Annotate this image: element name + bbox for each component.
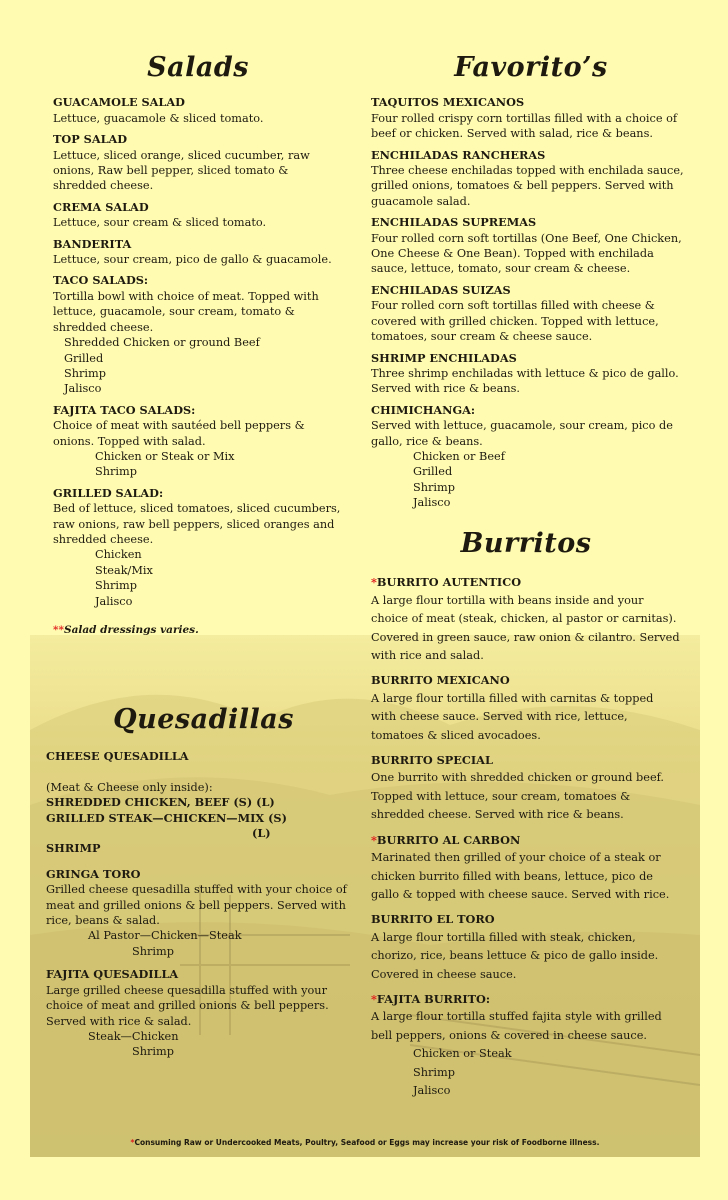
item-options xyxy=(371,1045,681,1100)
item-description: One burrito with shredded chicken or ground beef. Topped with lettuce, sour cream, tomatoes & shredded cheese. Served with rice & beans. xyxy=(371,771,664,822)
item-description: Four rolled crispy corn tortillas filled with a choice of beef or chicken. Served with salad, rice & beans. xyxy=(371,111,678,141)
menu-item xyxy=(46,967,361,1059)
item-name: SHRIMP ENCHILADAS xyxy=(371,350,517,365)
item-options xyxy=(53,449,343,480)
menu-item xyxy=(371,148,691,210)
disclaimer-text: Consuming Raw or Undercooked Meats, Poultry, Seafood or Eggs may increase your risk of Foodborne illness. xyxy=(134,1138,600,1147)
star-marker: * xyxy=(371,991,377,1006)
menu-item xyxy=(53,486,343,609)
item-description: A large flour tortilla with beans inside and your choice of meat (steak, chicken, al pastor or carnitas). Covered in green sauce, raw onion & cilantro. Served with rice and salad. xyxy=(371,593,680,663)
item-description: Choice of meat with sautéed bell peppers & onions. Topped with salad. xyxy=(53,419,305,448)
option: Shredded Chicken or ground Beef xyxy=(64,336,260,350)
menu-item xyxy=(53,273,343,396)
option: Grilled xyxy=(413,465,453,479)
option: Shrimp xyxy=(95,579,137,593)
menu-item xyxy=(53,237,343,268)
item-description: Tortilla bowl with choice of meat. Topped with lettuce, guacamole, sour cream, tomato & shredded cheese. xyxy=(53,289,319,334)
option: Shrimp xyxy=(132,944,174,958)
section-title-burritos: Burritos xyxy=(460,528,592,559)
menu-item xyxy=(53,403,343,480)
item-description: Large grilled cheese quesadilla stuffed with your choice of meat and grilled onions & bell peppers. Served with rice & salad. xyxy=(46,983,329,1028)
menu-item xyxy=(371,95,691,141)
item-name: CREMA SALAD xyxy=(53,199,149,214)
item-description: A large flour tortilla filled with carnitas & topped with cheese sauce. Served with rice, lettuce, tomatoes & sliced avocadoes. xyxy=(371,691,654,742)
item-name: GRILLED STEAK—CHICKEN—MIX (S) xyxy=(46,810,287,825)
quesadillas-section xyxy=(46,704,361,1060)
item-name xyxy=(371,751,681,769)
option: Shrimp xyxy=(95,465,137,479)
item-description: Marinated then grilled of your choice of a steak or chicken burrito filled with beans, lettuce, pico de gallo & topped with cheese sauce. Served with rice. xyxy=(371,851,670,901)
item-name xyxy=(371,910,681,928)
item-name: SHRIMP xyxy=(46,841,101,856)
option: Grilled xyxy=(64,351,104,365)
menu-item xyxy=(371,671,681,745)
item-description: Lettuce, sour cream & sliced tomato. xyxy=(53,216,267,230)
section-title-favoritos: Favorito’s xyxy=(454,52,608,83)
salads-section xyxy=(53,52,343,638)
menu-item xyxy=(371,751,681,825)
menu-item xyxy=(371,831,681,905)
item-name: SHREDDED CHICKEN, BEEF (S) (L) xyxy=(46,795,275,810)
menu-item xyxy=(371,910,681,984)
option: Chicken or Steak xyxy=(413,1047,512,1061)
item-description: Four rolled corn soft tortillas (One Beef, One Chicken, One Cheese & One Bean). Topped with enchilada sauce, lettuce, tomato, sour cream & cheese. xyxy=(371,231,682,276)
item-name-text: BURRITO MEXICANO xyxy=(371,673,510,688)
item-name xyxy=(371,831,681,849)
item-description: Three shrimp enchiladas with lettuce & pico de gallo. Served with rice & beans. xyxy=(371,366,679,396)
favoritos-section xyxy=(371,52,691,511)
menu-item xyxy=(371,215,691,277)
item-name-text: BURRITO AUTENTICO xyxy=(376,575,522,590)
item-description: Four rolled corn soft tortillas filled with cheese & covered with grilled chicken. Topped with lettuce, tomatoes, sour cream & cheese sauce. xyxy=(371,299,659,344)
item-name: TACO SALADS: xyxy=(53,273,149,288)
option: Jalisco xyxy=(64,382,102,396)
item-description: Lettuce, sliced orange, sliced cucumber, raw onions, Raw bell pepper, sliced tomato & shredded cheese. xyxy=(53,148,310,193)
item-name-text: BURRITO SPECIAL xyxy=(371,753,493,768)
option: Steak—Chicken xyxy=(88,1029,179,1043)
food-safety-disclaimer xyxy=(30,1138,700,1147)
option: Chicken or Steak or Mix xyxy=(95,449,235,463)
menu-item xyxy=(371,283,691,345)
item-name: FAJITA TACO SALADS: xyxy=(53,402,196,417)
option: Shrimp xyxy=(413,1065,455,1079)
menu-item xyxy=(371,573,681,665)
menu-item xyxy=(371,990,681,1100)
item-name: TAQUITOS MEXICANOS xyxy=(371,95,525,110)
section-title-salads: Salads xyxy=(147,52,249,83)
option: Steak/Mix xyxy=(95,563,153,577)
item-options xyxy=(46,928,361,959)
item-name-text: FAJITA BURRITO: xyxy=(376,991,491,1006)
item-name xyxy=(371,573,681,591)
item-name: GUACAMOLE SALAD xyxy=(53,95,185,110)
item-options xyxy=(371,449,691,511)
option: Jalisco xyxy=(413,1083,451,1097)
item-name: GRILLED SALAD: xyxy=(53,485,164,500)
item-options xyxy=(53,547,343,609)
item-name: TOP SALAD xyxy=(53,132,128,147)
item-options xyxy=(46,1029,361,1060)
menu-item xyxy=(53,200,343,231)
item-name: GRINGA TORO xyxy=(46,866,141,881)
item-name: ENCHILADAS RANCHERAS xyxy=(371,147,546,162)
item-name: ENCHILADAS SUIZAS xyxy=(371,282,511,297)
item-description: Three cheese enchiladas topped with enchilada sauce, grilled onions, tomatoes & bell peppers. Served with guacamole salad. xyxy=(371,164,684,208)
item-options xyxy=(53,335,343,397)
item-name: CHIMICHANGA: xyxy=(371,402,476,417)
item-name xyxy=(371,990,681,1008)
footer-asterisk: * xyxy=(130,1138,135,1147)
option: Shrimp xyxy=(413,480,455,494)
meat-note: (Meat & Cheese only inside): xyxy=(46,780,213,794)
item-description: Bed of lettuce, sliced tomatoes, sliced cucumbers, raw onions, raw bell peppers, sliced oranges and shredded cheese. xyxy=(53,502,341,546)
option: Jalisco xyxy=(413,496,451,510)
option: Chicken xyxy=(95,548,142,562)
note-asterisk: ** xyxy=(53,624,64,636)
star-marker: * xyxy=(371,832,377,847)
option: Al Pastor—Chicken—Steak xyxy=(88,929,242,943)
item-description: A large flour tortilla stuffed fajita style with grilled bell peppers, onions & covered in cheese sauce. xyxy=(371,1010,662,1042)
item-description: Served with lettuce, guacamole, sour cream, pico de gallo, rice & beans. xyxy=(371,419,673,448)
menu-item xyxy=(53,132,343,194)
menu-item xyxy=(46,867,361,959)
item-description: Lettuce, guacamole & sliced tomato. xyxy=(53,111,264,125)
item-name xyxy=(371,671,681,689)
star-marker: * xyxy=(371,575,377,590)
item-description: A large flour tortilla filled with steak, chicken, chorizo, rice, beans lettuce & pico de gallo inside. Covered in cheese sauce. xyxy=(371,930,659,981)
item-description: Lettuce, sour cream, pico de gallo & guacamole. xyxy=(53,253,332,267)
section-title-quesadillas: Quesadillas xyxy=(113,704,294,735)
item-name-text: BURRITO EL TORO xyxy=(371,912,495,927)
item-name-text: BURRITO AL CARBON xyxy=(376,832,521,847)
option: Jalisco xyxy=(95,594,133,608)
burritos-section xyxy=(371,528,681,1100)
size-label: (L) xyxy=(252,826,271,841)
item-description: Grilled cheese quesadilla stuffed with your choice of meat and grilled onions & bell peppers. Served with rice, beans & salad. xyxy=(46,883,347,928)
menu-item xyxy=(371,351,691,397)
item-name: ENCHILADAS SUPREMAS xyxy=(371,215,537,230)
option: Chicken or Beef xyxy=(413,449,505,463)
item-name: CHEESE QUESADILLA xyxy=(46,749,189,764)
option: Shrimp xyxy=(132,1045,174,1059)
menu-item xyxy=(371,403,691,511)
note-text: Salad dressings varies. xyxy=(63,624,199,636)
salad-dressing-note xyxy=(53,623,343,638)
item-name: FAJITA QUESADILLA xyxy=(46,967,179,982)
menu-item xyxy=(53,95,343,126)
option: Shrimp xyxy=(64,366,106,380)
item-name: BANDERITA xyxy=(53,236,132,251)
